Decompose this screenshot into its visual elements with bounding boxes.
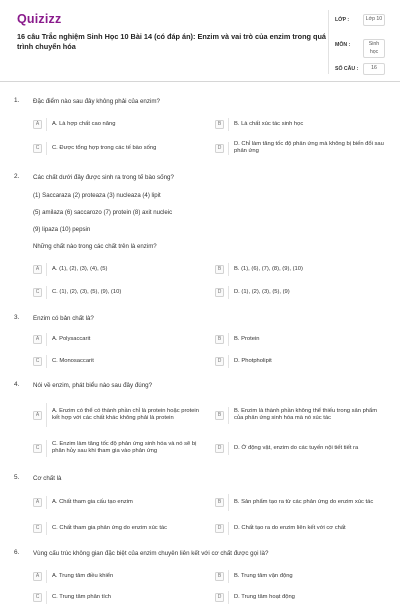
option-a[interactable]: [33, 261, 203, 277]
grade-label: LỚP :: [335, 17, 350, 23]
option-text: A. (1), (2), (3), (4), (5): [52, 265, 108, 272]
question-detail: (9) lipaza (10) pepsin: [33, 226, 91, 233]
question-detail: (5) amilaza (6) saccarozo (7) protein (8) axit nucleic: [33, 209, 173, 216]
option-text: A. Là hợp chất cao năng: [52, 120, 116, 127]
option-b[interactable]: [215, 405, 385, 425]
option-text: B. Enzim là thành phần không thể thiếu trong sản phẩm của phản ứng sinh hóa mà nó xúc tác: [234, 408, 378, 421]
option-c[interactable]: [33, 520, 203, 536]
option-letter: C: [33, 593, 42, 602]
option-letter: B: [215, 498, 224, 507]
option-text: A. Trung tâm điều khiển: [52, 572, 114, 579]
option-text: A. Chất tham gia cấu tạo enzim: [52, 498, 133, 505]
option-letter: D: [215, 288, 224, 297]
option-letter: D: [215, 593, 224, 602]
option-letter: B: [215, 265, 224, 274]
option-b[interactable]: [215, 116, 385, 132]
option-letter: A: [33, 265, 42, 274]
option-text: C. Enzim làm tăng tốc độ phản ứng sinh hóa và nó sẽ bị phân hủy sau khi tham gia vào phản ứng: [52, 441, 197, 454]
question-text: Các chất dưới đây được sinh ra trong tế bào sống?: [33, 174, 174, 181]
option-d[interactable]: [215, 353, 385, 369]
option-text: C. Được tổng hợp trong các tế bào sống: [52, 144, 157, 151]
option-c[interactable]: [33, 589, 203, 605]
question-text: Cơ chất là: [33, 475, 62, 482]
option-letter: C: [33, 288, 42, 297]
option-text: D. Photpholipit: [234, 357, 272, 364]
option-letter: B: [215, 120, 224, 129]
option-letter: C: [33, 144, 42, 153]
question-number: 2.: [14, 173, 20, 180]
option-text: B. Sản phẩm tạo ra từ các phản ứng do enzim xúc tác: [234, 498, 374, 505]
question-number: 5.: [14, 474, 20, 481]
grade-value: Lớp 10: [363, 14, 385, 26]
option-b[interactable]: [215, 331, 385, 347]
option-d[interactable]: [215, 520, 385, 536]
worksheet-header: [0, 0, 400, 82]
option-text: D. (1), (2), (3), (5), (9): [234, 288, 290, 295]
count-value: 16: [363, 63, 385, 75]
question-text: Vùng cấu trúc không gian đặc biệt của enzim chuyên liên kết với cơ chất được gọi là?: [33, 550, 269, 557]
question-number: 3.: [14, 314, 20, 321]
option-text: D. Chất tạo ra do enzim liên kết với cơ chất: [234, 524, 346, 531]
option-a[interactable]: [33, 331, 203, 347]
question-detail: Những chất nào trong các chất trên là enzim?: [33, 243, 157, 250]
option-b[interactable]: [215, 568, 385, 584]
subject-value: Sinh học: [363, 39, 385, 58]
quizizz-logo: Quizizz: [17, 12, 62, 26]
option-a[interactable]: [33, 568, 203, 584]
option-text: D. Ở động vật, enzim do các tuyến nội tiết tiết ra: [234, 444, 359, 451]
option-d[interactable]: [215, 440, 385, 456]
option-letter: C: [33, 357, 42, 366]
option-letter: D: [215, 357, 224, 366]
option-c[interactable]: [33, 140, 203, 156]
option-text: D. Trung tâm hoạt động: [234, 593, 295, 600]
option-d[interactable]: [215, 284, 385, 300]
option-text: B. Là chất xúc tác sinh học: [234, 120, 304, 127]
option-c[interactable]: [33, 438, 203, 458]
option-letter: D: [215, 524, 224, 533]
option-letter: A: [33, 498, 42, 507]
option-b[interactable]: [215, 261, 385, 277]
option-a[interactable]: [33, 494, 203, 510]
subject-label: MÔN :: [335, 42, 351, 48]
count-label: SỐ CÂU :: [335, 66, 359, 72]
option-letter: B: [215, 572, 224, 581]
option-letter: A: [33, 335, 42, 344]
option-letter: C: [33, 524, 42, 533]
question-number: 1.: [14, 97, 20, 104]
option-text: C. Trung tâm phân tích: [52, 593, 111, 600]
option-letter: B: [215, 335, 224, 344]
question-text: Đặc điểm nào sau đây không phải của enzim?: [33, 98, 160, 105]
option-letter: A: [33, 120, 42, 129]
question-text: Enzim có bản chất là?: [33, 315, 94, 322]
worksheet-title: 16 câu Trắc nghiệm Sinh Học 10 Bài 14 (có đáp án): Enzim và vai trò của enzim trong quá trình chuyển hóa: [17, 32, 326, 51]
option-letter: D: [215, 144, 224, 153]
option-c[interactable]: [33, 284, 203, 300]
option-text: A. Polysaccarit: [52, 335, 91, 342]
question-text: Nói về enzim, phát biểu nào sau đây đúng?: [33, 382, 153, 389]
question-detail: (1) Saccaraza (2) proteaza (3) nucleaza (4) lipit: [33, 192, 161, 199]
option-text: C. Monosaccarit: [52, 357, 94, 364]
option-letter: A: [33, 572, 42, 581]
option-letter: B: [215, 411, 224, 420]
option-text: C. Chất tham gia phản ứng do enzim xúc tác: [52, 524, 168, 531]
option-a[interactable]: [33, 401, 203, 429]
option-letter: D: [215, 444, 224, 453]
question-number: 6.: [14, 549, 20, 556]
option-d[interactable]: [215, 140, 385, 156]
option-text: B. Protein: [234, 335, 260, 342]
option-text: B. (1), (6), (7), (8), (9), (10): [234, 265, 303, 272]
option-text: C. (1), (2), (3), (5), (9), (10): [52, 288, 122, 295]
option-letter: A: [33, 411, 42, 420]
option-b[interactable]: [215, 492, 385, 512]
option-c[interactable]: [33, 353, 203, 369]
option-text: A. Enzim có thể có thành phần chỉ là protein hoặc protein kết hợp với các chất khác không phải là protein: [52, 408, 199, 421]
option-text: D. Chỉ làm tăng tốc độ phản ứng mà không bị biến đổi sau phản ứng: [234, 141, 384, 154]
option-text: B. Trung tâm vận động: [234, 572, 293, 579]
option-d[interactable]: [215, 589, 385, 605]
question-number: 4.: [14, 381, 20, 388]
option-a[interactable]: [33, 116, 203, 132]
header-divider: [328, 10, 329, 74]
option-letter: C: [33, 444, 42, 453]
